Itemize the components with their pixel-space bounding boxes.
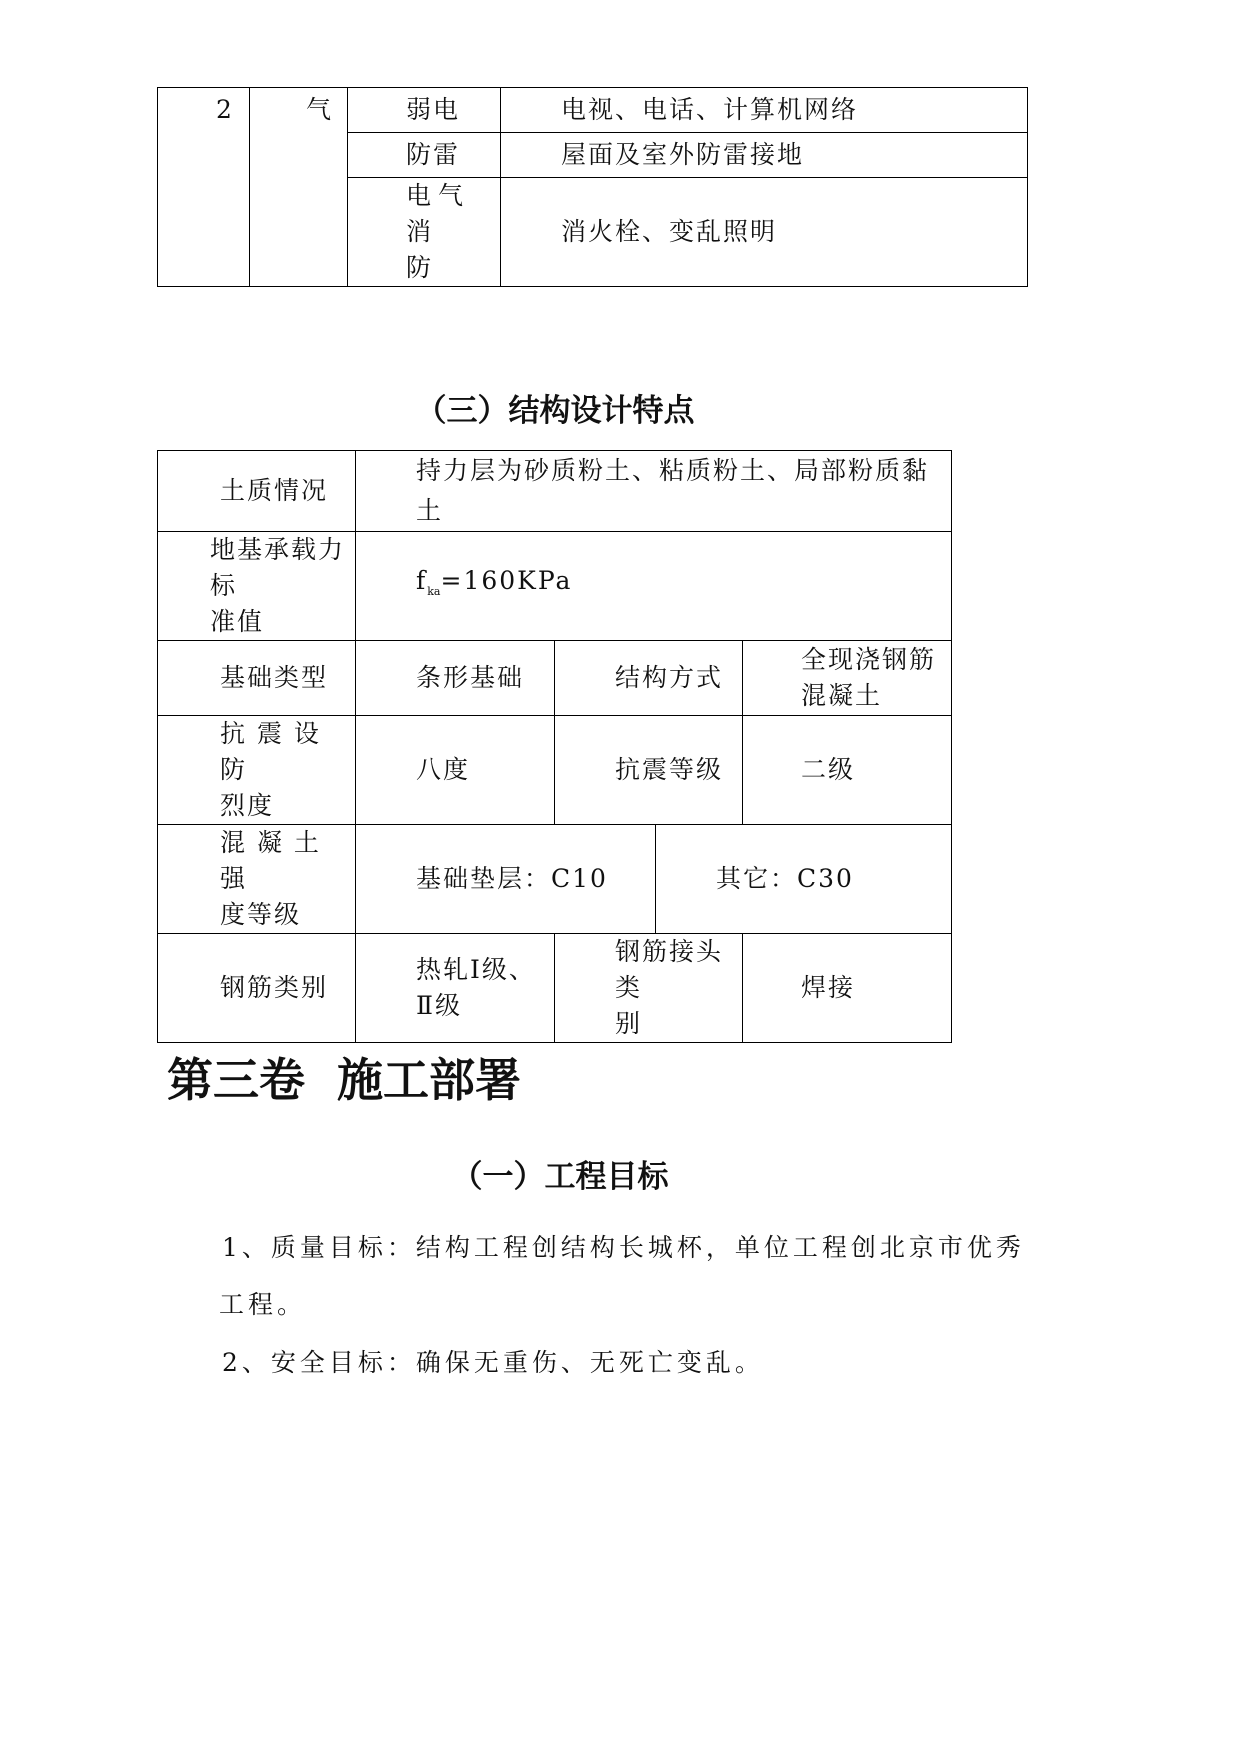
rebar-value-line: Ⅱ级 bbox=[416, 991, 462, 1020]
seismic-grade-value: 二级 bbox=[743, 716, 952, 825]
row-number: 2 bbox=[158, 88, 250, 287]
quality-goal-line: 1、质量目标：结构工程创结构长城杯，单位工程创北京市优秀 bbox=[222, 1233, 1025, 1262]
soil-value: 持力层为砂质粉土、粘质粉土、局部粉质黏土 bbox=[356, 451, 952, 532]
seismic-grade-label: 抗震等级 bbox=[555, 716, 743, 825]
section-title: （一）工程目标 bbox=[451, 1159, 669, 1195]
bearing-f: f bbox=[416, 565, 428, 595]
joint-label bbox=[555, 934, 743, 1043]
structure-design-table bbox=[157, 450, 952, 1043]
section-title: （三）结构设计特点 bbox=[415, 393, 695, 429]
concrete-label bbox=[158, 825, 356, 934]
rebar-value-line: 热轧Ⅰ级、 bbox=[416, 955, 536, 984]
soil-label: 土质情况 bbox=[158, 451, 356, 532]
structure-value bbox=[743, 641, 952, 716]
safety-goal: 2、安全目标：确保无重伤、无死亡变乱。 bbox=[222, 1348, 764, 1377]
bearing-subscript: ka bbox=[427, 584, 441, 598]
table-row bbox=[158, 451, 952, 532]
structure-value-line: 全现浇钢筋 bbox=[801, 645, 937, 674]
bearing-label-line: 地基承载力标 bbox=[210, 535, 346, 600]
seismic-label bbox=[158, 716, 356, 825]
table-row bbox=[158, 716, 952, 825]
foundation-value: 条形基础 bbox=[356, 641, 555, 716]
structure-value-line: 混凝土 bbox=[801, 681, 883, 710]
category-cell: 气 bbox=[250, 88, 348, 287]
table-row bbox=[158, 934, 952, 1043]
structure-label: 结构方式 bbox=[555, 641, 743, 716]
content-cell: 屋面及室外防雷接地 bbox=[501, 133, 1028, 178]
table-row bbox=[158, 641, 952, 716]
concrete-label-line: 混 凝 土 强 bbox=[220, 828, 321, 893]
bearing-label bbox=[158, 532, 356, 641]
volume-title: 第三卷 施工部署 bbox=[167, 1053, 522, 1107]
seismic-label-line: 烈度 bbox=[220, 791, 275, 820]
concrete-label-line: 度等级 bbox=[220, 900, 302, 929]
rebar-label: 钢筋类别 bbox=[158, 934, 356, 1043]
bearing-value bbox=[356, 532, 952, 641]
sub-category-cell bbox=[348, 178, 501, 287]
concrete-other: 其它：C30 bbox=[656, 825, 952, 934]
foundation-label: 基础类型 bbox=[158, 641, 356, 716]
seismic-label-line: 抗 震 设 防 bbox=[220, 719, 321, 784]
table-row bbox=[158, 825, 952, 934]
quality-goal-line: 工程。 bbox=[219, 1290, 307, 1319]
joint-value: 焊接 bbox=[743, 934, 952, 1043]
sub-category-cell: 弱电 bbox=[348, 88, 501, 133]
concrete-cushion: 基础垫层：C10 bbox=[356, 825, 656, 934]
rebar-value bbox=[356, 934, 555, 1043]
sub-category-line: 电气消 bbox=[406, 181, 471, 246]
sub-category-cell: 防雷 bbox=[348, 133, 501, 178]
seismic-value: 八度 bbox=[356, 716, 555, 825]
table-row bbox=[158, 88, 1028, 133]
joint-label-line: 钢筋接头类 bbox=[615, 937, 724, 1002]
content-cell: 电视、电话、计算机网络 bbox=[501, 88, 1028, 133]
bearing-value-text: =160KPa bbox=[440, 565, 573, 595]
table-row bbox=[158, 532, 952, 641]
sub-category-line: 防 bbox=[406, 253, 434, 282]
bearing-label-line: 准值 bbox=[210, 607, 265, 636]
joint-label-line: 别 bbox=[615, 1009, 643, 1038]
content-cell: 消火栓、变乱照明 bbox=[501, 178, 1028, 287]
electrical-table bbox=[157, 87, 1028, 287]
